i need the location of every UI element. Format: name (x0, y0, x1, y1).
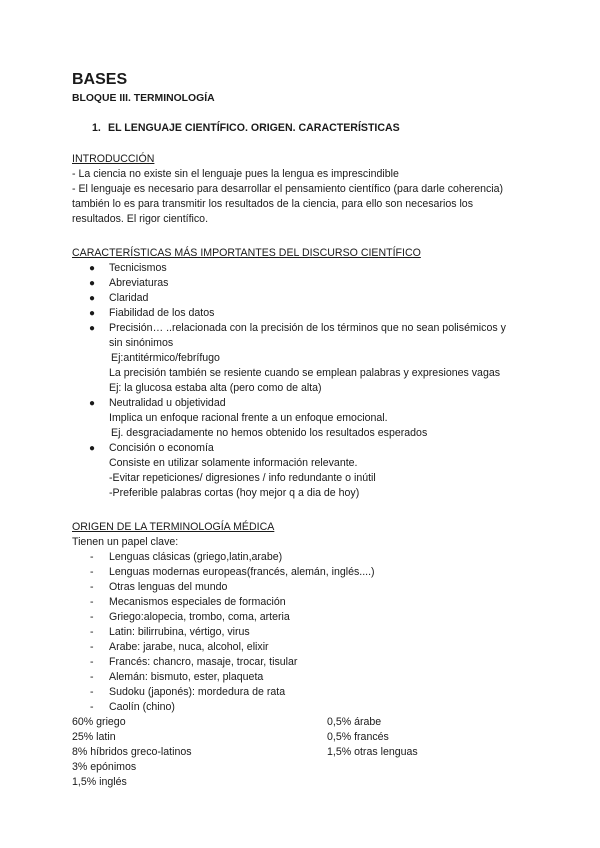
dash-icon: - (90, 656, 94, 668)
list-item (72, 610, 542, 625)
list-item-label: Alemán: bismuto, ester, plaqueta (109, 671, 264, 683)
stat-line: 1,5% inglés (72, 776, 127, 788)
bullet-icon: ● (89, 263, 96, 274)
list-item (72, 276, 542, 291)
bloque-heading: BLOQUE III. TERMINOLOGÍA (72, 93, 215, 104)
dash-icon: - (90, 641, 94, 653)
list-item-label: Concisión o economía (109, 442, 214, 454)
list-item-label: Lenguas clásicas (griego,latin,arabe) (109, 551, 283, 563)
bullet-icon: ● (89, 293, 96, 304)
origen-list (72, 550, 542, 715)
intro-line: - El lenguaje es necesario para desarrollar el pensamiento científico (para darle coherencia) (72, 183, 504, 195)
origen-heading: ORIGEN DE LA TERMINOLOGÍA MÉDICA (72, 521, 275, 533)
dash-icon: - (90, 701, 94, 713)
list-item-label: Griego:alopecia, trombo, coma, arteria (109, 611, 290, 623)
dash-icon: - (90, 671, 94, 683)
stat-line: 60% griego (72, 716, 126, 728)
stat-line: 1,5% otras lenguas (327, 746, 418, 758)
dash-icon: - (90, 551, 94, 563)
list-item (72, 640, 542, 655)
list-item-label: Mecanismos especiales de formación (109, 596, 286, 608)
dash-icon: - (90, 581, 94, 593)
list-item-detail: Ej:antitérmico/febrífugo (111, 352, 220, 364)
list-item (72, 670, 542, 685)
origen-intro: Tienen un papel clave: (72, 536, 179, 548)
list-item-label: Tecnicismos (109, 262, 167, 274)
document-page (72, 70, 542, 790)
dash-icon: - (90, 626, 94, 638)
caracteristicas-list (72, 261, 542, 501)
list-item (72, 595, 542, 610)
list-item-label: Fiabilidad de los datos (109, 307, 215, 319)
list-item-label: Otras lenguas del mundo (109, 581, 228, 593)
list-item (72, 291, 542, 306)
list-item-label: Precisión… ..relacionada con la precisión de los términos que no sean polisémicos y (109, 322, 506, 334)
intro-line: - La ciencia no existe sin el lenguaje pues la lengua es imprescindible (72, 168, 399, 180)
section-title (92, 121, 542, 136)
list-item-label: Abreviaturas (109, 277, 169, 289)
list-item-detail: -Evitar repeticiones/ digresiones / info redundante o inútil (109, 472, 376, 484)
list-item (72, 441, 542, 501)
list-item-detail: -Preferible palabras cortas (hoy mejor q a dia de hoy) (109, 487, 360, 499)
caracteristicas-heading: CARACTERÍSTICAS MÁS IMPORTANTES DEL DISCURSO CIENTÍFICO (72, 247, 421, 259)
list-item-detail: Consiste en utilizar solamente información relevante. (109, 457, 358, 469)
list-item-label: Claridad (109, 292, 149, 304)
list-item-label: Caolín (chino) (109, 701, 175, 713)
list-item-label: Neutralidad u objetividad (109, 397, 226, 409)
dash-icon: - (90, 611, 94, 623)
list-item (72, 321, 542, 396)
list-item (72, 685, 542, 700)
bullet-icon: ● (89, 278, 96, 289)
list-item (72, 625, 542, 640)
list-item-label: Arabe: jarabe, nuca, alcohol, elixir (109, 641, 269, 653)
section-title-text: EL LENGUAJE CIENTÍFICO. ORIGEN. CARACTERÍSTICAS (108, 122, 400, 134)
intro-heading: INTRODUCCIÓN (72, 153, 155, 165)
list-item-label: Sudoku (japonés): mordedura de rata (109, 686, 286, 698)
list-item (72, 565, 542, 580)
document-title: BASES (72, 71, 128, 88)
stats-block (72, 715, 542, 790)
bullet-icon: ● (89, 398, 96, 409)
stats-left-column (72, 715, 327, 790)
dash-icon: - (90, 686, 94, 698)
list-item (72, 306, 542, 321)
list-item-detail: Ej: la glucosa estaba alta (pero como de alta) (109, 382, 322, 394)
intro-line: también lo es para transmitir los resultados de la ciencia, para ello son necesarios los (72, 198, 474, 210)
stat-line: 3% epónimos (72, 761, 137, 773)
intro-body (72, 167, 542, 227)
list-item-detail: La precisión también se resiente cuando se emplean palabras y expresiones vagas (109, 367, 501, 379)
list-item-label: Francés: chancro, masaje, trocar, tisular (109, 656, 298, 668)
list-item (72, 396, 542, 441)
list-item (72, 580, 542, 595)
intro-line: resultados. El rigor científico. (72, 213, 209, 225)
stat-line: 25% latin (72, 731, 116, 743)
stat-line: 8% híbridos greco-latinos (72, 746, 192, 758)
dash-icon: - (90, 566, 94, 578)
list-item-detail: Ej. desgraciadamente no hemos obtenido los resultados esperados (111, 427, 428, 439)
list-item-detail: sin sinónimos (109, 337, 174, 349)
bullet-icon: ● (89, 323, 96, 334)
list-item (72, 700, 542, 715)
list-item-detail: Implica un enfoque racional frente a un enfoque emocional. (109, 412, 388, 424)
dash-icon: - (90, 596, 94, 608)
stat-line: 0,5% francés (327, 731, 389, 743)
list-item (72, 261, 542, 276)
list-item (72, 550, 542, 565)
stat-line: 0,5% árabe (327, 716, 382, 728)
section-number: 1. (92, 122, 101, 134)
list-item-label: Lenguas modernas europeas(francés, alemán, inglés....) (109, 566, 375, 578)
list-item-label: Latin: bilirrubina, vértigo, virus (109, 626, 250, 638)
list-item (72, 655, 542, 670)
stats-right-column (327, 715, 542, 790)
bullet-icon: ● (89, 443, 96, 454)
bullet-icon: ● (89, 308, 96, 319)
